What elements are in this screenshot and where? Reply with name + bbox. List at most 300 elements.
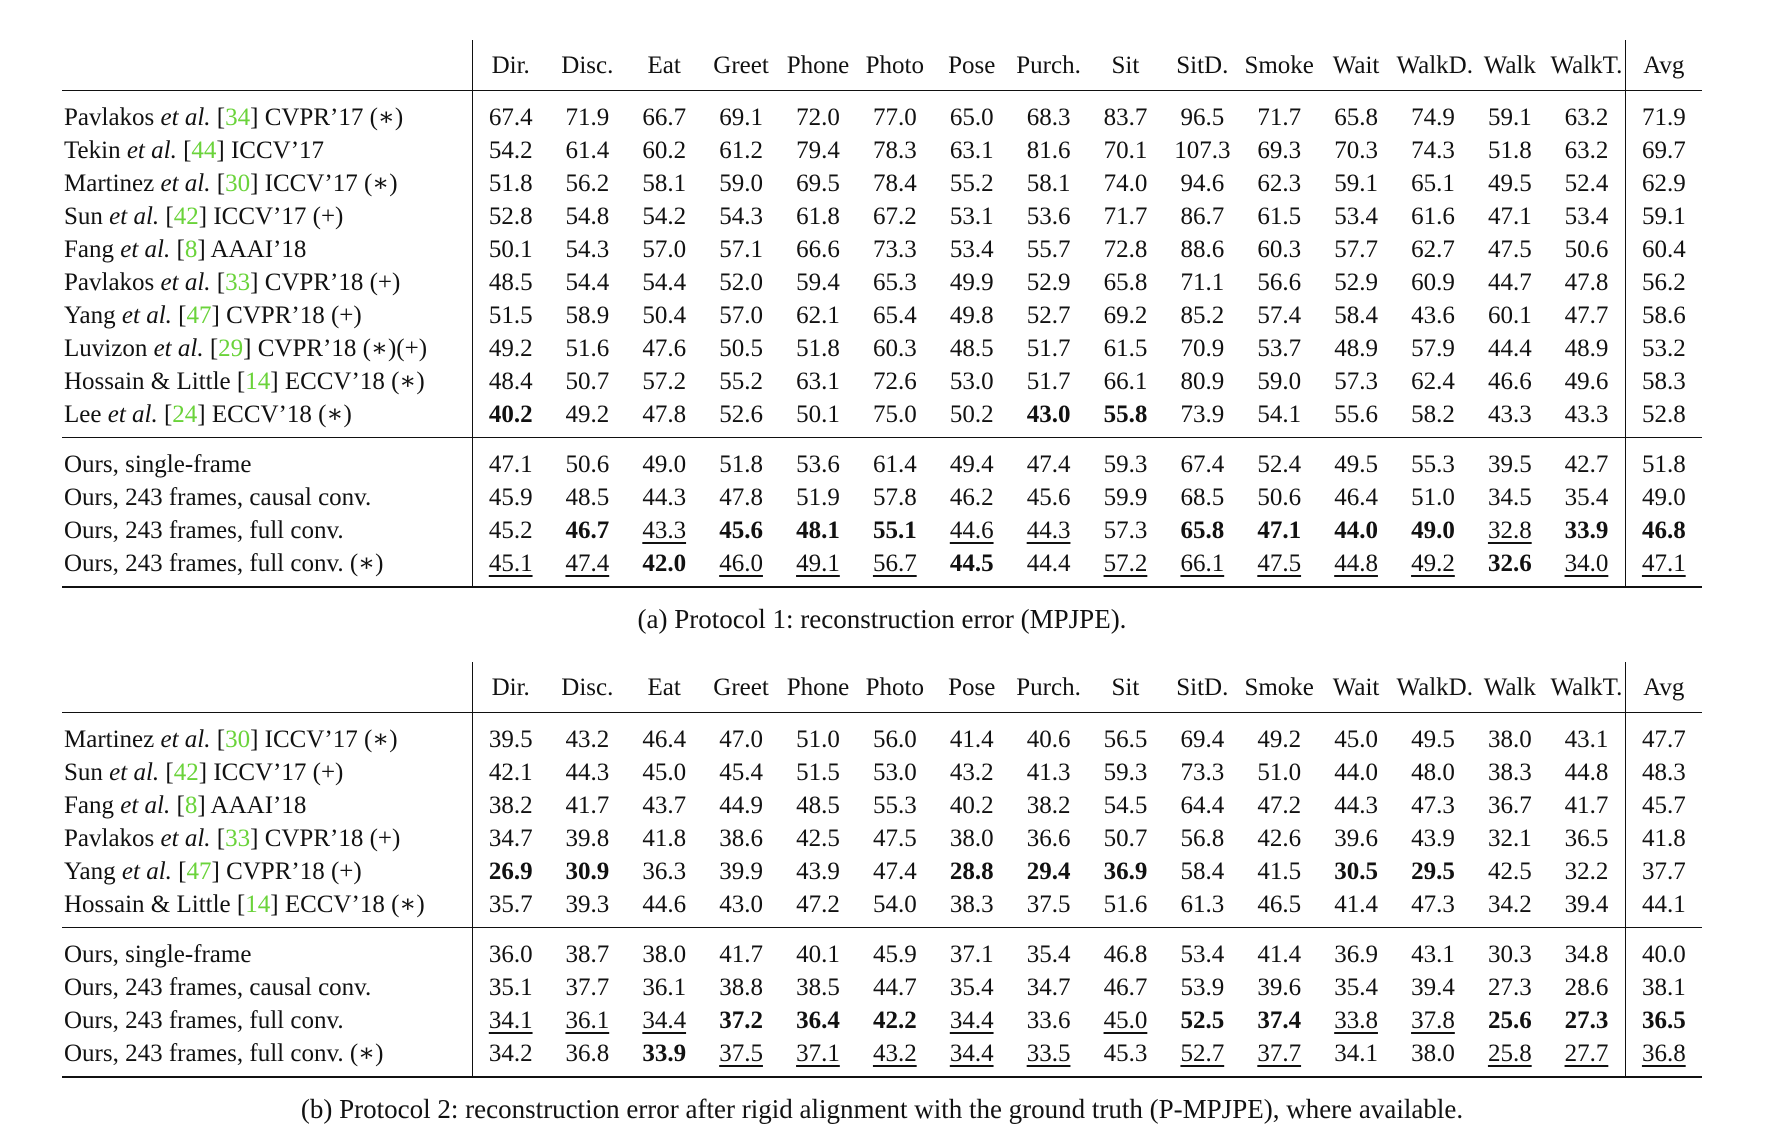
value-cell <box>703 365 780 398</box>
cell-value: 61.5 <box>1257 203 1302 230</box>
value-cell <box>703 233 780 266</box>
table-row <box>62 855 1702 888</box>
citation-link[interactable]: 42 <box>173 203 199 230</box>
value-cell <box>1164 514 1241 547</box>
value-cell <box>626 1004 703 1037</box>
value-cell <box>1471 756 1548 789</box>
value-cell <box>703 888 780 928</box>
cell-value: 51.7 <box>1026 368 1071 395</box>
value-cell <box>472 547 549 587</box>
cell-value: 56.2 <box>1641 269 1686 296</box>
value-cell <box>856 789 933 822</box>
table-row <box>62 332 1702 365</box>
value-cell <box>933 91 1010 135</box>
method-venue: ECCV’18 <box>284 891 385 918</box>
table-row <box>62 514 1702 547</box>
value-cell <box>549 233 626 266</box>
method-author: Pavlakos <box>64 825 155 852</box>
table-row <box>62 547 1702 587</box>
cell-value: 34.1 <box>488 1007 533 1034</box>
method-cell: Tekin et al. [44] ICCV’17 <box>64 137 325 164</box>
value-cell <box>1625 91 1702 135</box>
cell-value: 53.0 <box>949 368 994 395</box>
value-cell <box>472 789 549 822</box>
value-cell <box>856 888 933 928</box>
cell-value: 45.0 <box>1334 726 1378 753</box>
value-cell <box>933 971 1010 1004</box>
cell-value: 33.8 <box>1334 1007 1378 1034</box>
value-cell <box>1625 547 1702 587</box>
cell-value: 45.4 <box>719 759 763 786</box>
value-cell <box>1241 365 1318 398</box>
cell-value: 44.1 <box>1641 891 1686 918</box>
value-cell <box>549 266 626 299</box>
value-cell <box>1318 822 1395 855</box>
value-cell <box>1395 299 1472 332</box>
cell-value: 57.0 <box>642 236 687 263</box>
cell-value: 36.1 <box>642 974 687 1001</box>
value-cell <box>1241 756 1318 789</box>
value-cell <box>626 756 703 789</box>
value-cell <box>549 91 626 135</box>
citation-link[interactable]: 24 <box>172 401 198 428</box>
value-cell <box>1625 167 1702 200</box>
citation-link[interactable]: 14 <box>245 368 271 395</box>
ours-section <box>62 928 1702 1078</box>
baselines-section <box>62 91 1702 438</box>
method-venue: ICCV’17 <box>213 203 307 230</box>
value-cell <box>780 167 857 200</box>
cell-value: 39.5 <box>488 726 533 753</box>
value-cell <box>472 200 549 233</box>
value-cell <box>780 514 857 547</box>
method-cell <box>62 547 472 587</box>
value-cell <box>1395 1004 1472 1037</box>
cell-value: 38.6 <box>719 825 763 852</box>
cell-value: 51.8 <box>1487 137 1532 164</box>
value-cell <box>1318 756 1395 789</box>
cell-value: 48.5 <box>565 484 610 511</box>
cell-value: 49.4 <box>949 451 994 478</box>
value-cell <box>1395 789 1472 822</box>
value-cell <box>1087 756 1164 789</box>
cell-value: 42.6 <box>1257 825 1302 852</box>
value-cell <box>1164 481 1241 514</box>
column-header: Walk <box>1483 673 1536 701</box>
cell-value: 61.5 <box>1103 335 1148 362</box>
cell-value: 50.1 <box>796 401 840 428</box>
method-author: Martinez <box>64 726 155 753</box>
value-cell <box>1010 1004 1087 1037</box>
citation-link[interactable]: 47 <box>186 302 212 329</box>
value-cell <box>856 332 933 365</box>
value-cell <box>1087 134 1164 167</box>
cell-value: 35.1 <box>488 974 533 1001</box>
value-cell <box>1548 547 1625 587</box>
method-label: Ours, 243 frames, causal conv. <box>64 974 372 1001</box>
method-author: Lee <box>64 401 102 428</box>
value-cell <box>856 299 933 332</box>
cell-value: 67.4 <box>1180 451 1225 478</box>
cell-value: 52.5 <box>1180 1007 1225 1034</box>
cell-value: 73.3 <box>872 236 917 263</box>
cell-value: 56.0 <box>872 726 917 753</box>
value-cell <box>472 332 549 365</box>
value-cell <box>703 266 780 299</box>
value-cell <box>856 266 933 299</box>
cell-value: 50.7 <box>565 368 610 395</box>
citation-link[interactable]: 30 <box>225 170 251 197</box>
table-row <box>62 756 1702 789</box>
cell-value: 56.2 <box>565 170 610 197</box>
cell-value: 43.9 <box>796 858 840 885</box>
value-cell <box>703 91 780 135</box>
cell-value: 48.1 <box>796 517 840 544</box>
value-cell <box>1548 266 1625 299</box>
value-cell <box>626 481 703 514</box>
cell-value: 52.8 <box>488 203 533 230</box>
cell-value: 39.4 <box>1411 974 1455 1001</box>
cell-value: 40.0 <box>1641 941 1686 968</box>
value-cell <box>856 928 933 972</box>
value-cell <box>1318 233 1395 266</box>
value-cell <box>1548 888 1625 928</box>
cell-value: 75.0 <box>872 401 917 428</box>
value-cell <box>1548 365 1625 398</box>
value-cell <box>1548 971 1625 1004</box>
method-cell <box>62 481 472 514</box>
value-cell <box>549 200 626 233</box>
cell-value: 34.4 <box>949 1040 994 1067</box>
value-cell <box>472 438 549 482</box>
cell-value: 52.7 <box>1026 302 1071 329</box>
value-cell <box>703 1037 780 1077</box>
citation-link[interactable]: 44 <box>191 137 217 164</box>
method-venue: ICCV’17 <box>213 759 307 786</box>
cell-value: 59.9 <box>1103 484 1148 511</box>
value-cell <box>1241 1004 1318 1037</box>
value-cell <box>1471 789 1548 822</box>
cell-value: 51.7 <box>1026 335 1071 362</box>
value-cell <box>1625 713 1702 757</box>
cell-value: 80.9 <box>1180 368 1225 395</box>
cell-value: 51.6 <box>565 335 610 362</box>
cell-value: 49.5 <box>1487 170 1532 197</box>
value-cell <box>1087 1004 1164 1037</box>
cell-value: 88.6 <box>1180 236 1225 263</box>
cell-value: 47.1 <box>488 451 533 478</box>
et-al: et al. <box>109 203 160 230</box>
cell-value: 61.4 <box>565 137 610 164</box>
method-flags: (+) <box>312 759 344 786</box>
cell-value: 52.0 <box>719 269 763 296</box>
value-cell <box>1471 438 1548 482</box>
value-cell <box>1087 713 1164 757</box>
cell-value: 43.7 <box>642 792 687 819</box>
cell-value: 73.3 <box>1180 759 1225 786</box>
value-cell <box>1318 332 1395 365</box>
value-cell <box>1241 266 1318 299</box>
value-cell <box>1010 514 1087 547</box>
cell-value: 36.0 <box>488 941 533 968</box>
cell-value: 59.0 <box>1257 368 1302 395</box>
cell-value: 69.4 <box>1180 726 1225 753</box>
value-cell <box>1471 1004 1548 1037</box>
value-cell <box>472 928 549 972</box>
citation-link[interactable]: 33 <box>225 269 251 296</box>
value-cell <box>780 365 857 398</box>
value-cell <box>780 481 857 514</box>
method-label: Ours, 243 frames, full conv. (∗) <box>64 550 384 577</box>
value-cell <box>1471 365 1548 398</box>
value-cell <box>1625 200 1702 233</box>
column-header: Greet <box>713 673 769 701</box>
value-cell <box>1164 134 1241 167</box>
cell-value: 85.2 <box>1180 302 1225 329</box>
method-venue: ICCV’17 <box>264 726 358 753</box>
cell-value: 58.4 <box>1180 858 1225 885</box>
citation-link[interactable]: 29 <box>218 335 244 362</box>
method-author: Hossain & Little <box>64 368 231 395</box>
cell-value: 48.5 <box>488 269 533 296</box>
method-author: Luvizon <box>64 335 148 362</box>
cell-value: 26.9 <box>488 858 533 885</box>
citation-link[interactable]: 8 <box>184 792 198 819</box>
cell-value: 44.3 <box>642 484 687 511</box>
cell-value: 57.2 <box>1103 550 1148 577</box>
cell-value: 47.6 <box>642 335 687 362</box>
cell-value: 51.8 <box>1641 451 1686 478</box>
cell-value: 57.0 <box>719 302 763 329</box>
cell-value: 41.7 <box>565 792 610 819</box>
value-cell <box>1471 713 1548 757</box>
value-cell <box>703 299 780 332</box>
cell-value: 59.1 <box>1641 203 1686 230</box>
cell-value: 69.2 <box>1103 302 1148 329</box>
value-cell <box>1548 233 1625 266</box>
cell-value: 55.8 <box>1103 401 1148 428</box>
value-cell <box>1087 855 1164 888</box>
cell-value: 69.7 <box>1641 137 1686 164</box>
value-cell <box>472 1037 549 1077</box>
table-row <box>62 200 1702 233</box>
et-al: et al. <box>126 137 177 164</box>
column-header: Dir. <box>472 40 549 91</box>
cell-value: 63.2 <box>1564 137 1609 164</box>
value-cell <box>472 481 549 514</box>
cell-value: 49.5 <box>1334 451 1378 478</box>
table-row <box>62 438 1702 482</box>
method-cell: Pavlakos et al. [33] CVPR’18 (+) <box>64 269 401 296</box>
value-cell <box>780 233 857 266</box>
citation-link[interactable]: 14 <box>245 891 271 918</box>
cell-value: 27.3 <box>1487 974 1532 1001</box>
table-row <box>62 789 1702 822</box>
cell-value: 34.4 <box>642 1007 687 1034</box>
cell-value: 48.0 <box>1411 759 1455 786</box>
value-cell <box>1087 971 1164 1004</box>
value-cell <box>780 200 857 233</box>
cell-value: 36.4 <box>796 1007 840 1034</box>
cell-value: 52.9 <box>1026 269 1071 296</box>
value-cell <box>1395 91 1472 135</box>
value-cell <box>780 855 857 888</box>
value-cell <box>856 1004 933 1037</box>
cell-value: 66.6 <box>796 236 840 263</box>
value-cell <box>1471 822 1548 855</box>
cell-value: 50.6 <box>565 451 610 478</box>
citation-link[interactable]: 34 <box>225 104 251 131</box>
cell-value: 39.6 <box>1257 974 1302 1001</box>
header-row <box>62 662 1702 713</box>
value-cell <box>1471 971 1548 1004</box>
value-cell <box>1010 365 1087 398</box>
cell-value: 43.0 <box>719 891 763 918</box>
cell-value: 58.2 <box>1411 401 1455 428</box>
value-cell <box>856 438 933 482</box>
column-header: Eat <box>647 673 681 701</box>
cell-value: 38.1 <box>1641 974 1686 1001</box>
table-row <box>62 398 1702 438</box>
method-cell: Sun et al. [42] ICCV’17 (+) <box>64 759 344 786</box>
value-cell <box>856 1037 933 1077</box>
cell-value: 52.9 <box>1334 269 1378 296</box>
value-cell <box>1241 481 1318 514</box>
value-cell <box>1395 481 1472 514</box>
cell-value: 59.3 <box>1103 759 1148 786</box>
method-flags: (∗) <box>369 104 404 131</box>
cell-value: 38.5 <box>796 974 840 1001</box>
table-b-caption: (b) Protocol 2: reconstruction error after rigid alignment with the ground truth (P-MPJPE), where available. <box>300 1094 1464 1124</box>
cell-value: 37.1 <box>949 941 994 968</box>
cell-value: 50.6 <box>1257 484 1302 511</box>
value-cell <box>933 438 1010 482</box>
value-cell <box>856 822 933 855</box>
value-cell <box>472 299 549 332</box>
cell-value: 43.0 <box>1026 401 1071 428</box>
value-cell <box>1010 200 1087 233</box>
value-cell <box>780 398 857 438</box>
column-header: Purch. <box>1016 51 1081 79</box>
cell-value: 59.4 <box>796 269 840 296</box>
et-al: et al. <box>109 759 160 786</box>
et-al: et al. <box>160 170 211 197</box>
value-cell <box>472 514 549 547</box>
column-header: Eat <box>647 51 681 79</box>
citation-link[interactable]: 30 <box>225 726 251 753</box>
cell-value: 43.2 <box>949 759 994 786</box>
value-cell <box>933 1037 1010 1077</box>
value-cell <box>1395 888 1472 928</box>
cell-value: 86.7 <box>1180 203 1225 230</box>
cell-value: 60.9 <box>1411 269 1455 296</box>
cell-value: 68.3 <box>1026 104 1071 131</box>
method-cell <box>62 928 472 972</box>
method-label: Ours, 243 frames, full conv. <box>64 1007 344 1034</box>
value-cell <box>933 1004 1010 1037</box>
cell-value: 57.7 <box>1334 236 1378 263</box>
cell-value: 107.3 <box>1174 137 1231 164</box>
citation-link[interactable]: 47 <box>186 858 212 885</box>
cell-value: 70.1 <box>1103 137 1148 164</box>
value-cell <box>1164 233 1241 266</box>
cell-value: 47.0 <box>719 726 763 753</box>
value-cell <box>626 332 703 365</box>
cell-value: 55.3 <box>872 792 917 819</box>
cell-value: 71.9 <box>565 104 610 131</box>
cell-value: 96.5 <box>1180 104 1225 131</box>
cell-value: 60.3 <box>1257 236 1302 263</box>
value-cell <box>549 928 626 972</box>
cell-value: 45.0 <box>642 759 687 786</box>
value-cell <box>549 481 626 514</box>
value-cell <box>1395 756 1472 789</box>
cell-value: 36.5 <box>1564 825 1609 852</box>
cell-value: 47.4 <box>1026 451 1071 478</box>
et-al: et al. <box>153 335 204 362</box>
method-cell <box>62 514 472 547</box>
value-cell <box>1010 398 1087 438</box>
value-cell <box>1241 789 1318 822</box>
value-cell <box>933 266 1010 299</box>
value-cell <box>1318 167 1395 200</box>
cell-value: 51.0 <box>1257 759 1302 786</box>
value-cell <box>780 1004 857 1037</box>
cell-value: 43.3 <box>642 517 687 544</box>
column-header: WalkT. <box>1550 51 1623 79</box>
cell-value: 52.8 <box>1641 401 1686 428</box>
value-cell <box>1164 888 1241 928</box>
cell-value: 47.3 <box>1411 792 1455 819</box>
cell-value: 43.1 <box>1564 726 1609 753</box>
value-cell <box>1087 332 1164 365</box>
method-flags: (+) <box>312 203 344 230</box>
citation-link[interactable]: 8 <box>184 236 198 263</box>
value-cell <box>933 547 1010 587</box>
cell-value: 49.6 <box>1564 368 1609 395</box>
citation-link[interactable]: 42 <box>173 759 199 786</box>
value-cell <box>1164 789 1241 822</box>
column-header: Greet <box>713 51 769 79</box>
value-cell <box>703 134 780 167</box>
method-cell: Yang et al. [47] CVPR’18 (+) <box>64 858 362 885</box>
cell-value: 44.0 <box>1334 517 1378 544</box>
method-cell: Hossain & Little [14] ECCV’18 (∗) <box>64 891 425 918</box>
method-cell: Martinez et al. [30] ICCV’17 (∗) <box>64 726 398 753</box>
cell-value: 49.2 <box>1257 726 1302 753</box>
cell-value: 34.5 <box>1487 484 1532 511</box>
value-cell <box>549 822 626 855</box>
value-cell <box>1010 1037 1087 1077</box>
cell-value: 72.8 <box>1103 236 1148 263</box>
cell-value: 53.4 <box>1334 203 1378 230</box>
value-cell <box>1164 299 1241 332</box>
citation-link[interactable]: 33 <box>225 825 251 852</box>
value-cell <box>1471 233 1548 266</box>
cell-value: 48.9 <box>1334 335 1378 362</box>
value-cell <box>1318 299 1395 332</box>
cell-value: 34.4 <box>949 1007 994 1034</box>
cell-value: 54.3 <box>565 236 610 263</box>
value-cell <box>1395 233 1472 266</box>
cell-value: 25.8 <box>1487 1040 1532 1067</box>
cell-value: 47.8 <box>1564 269 1609 296</box>
value-cell <box>549 1037 626 1077</box>
header-method <box>62 40 472 91</box>
cell-value: 58.9 <box>565 302 610 329</box>
value-cell <box>1395 266 1472 299</box>
cell-value: 29.5 <box>1411 858 1455 885</box>
